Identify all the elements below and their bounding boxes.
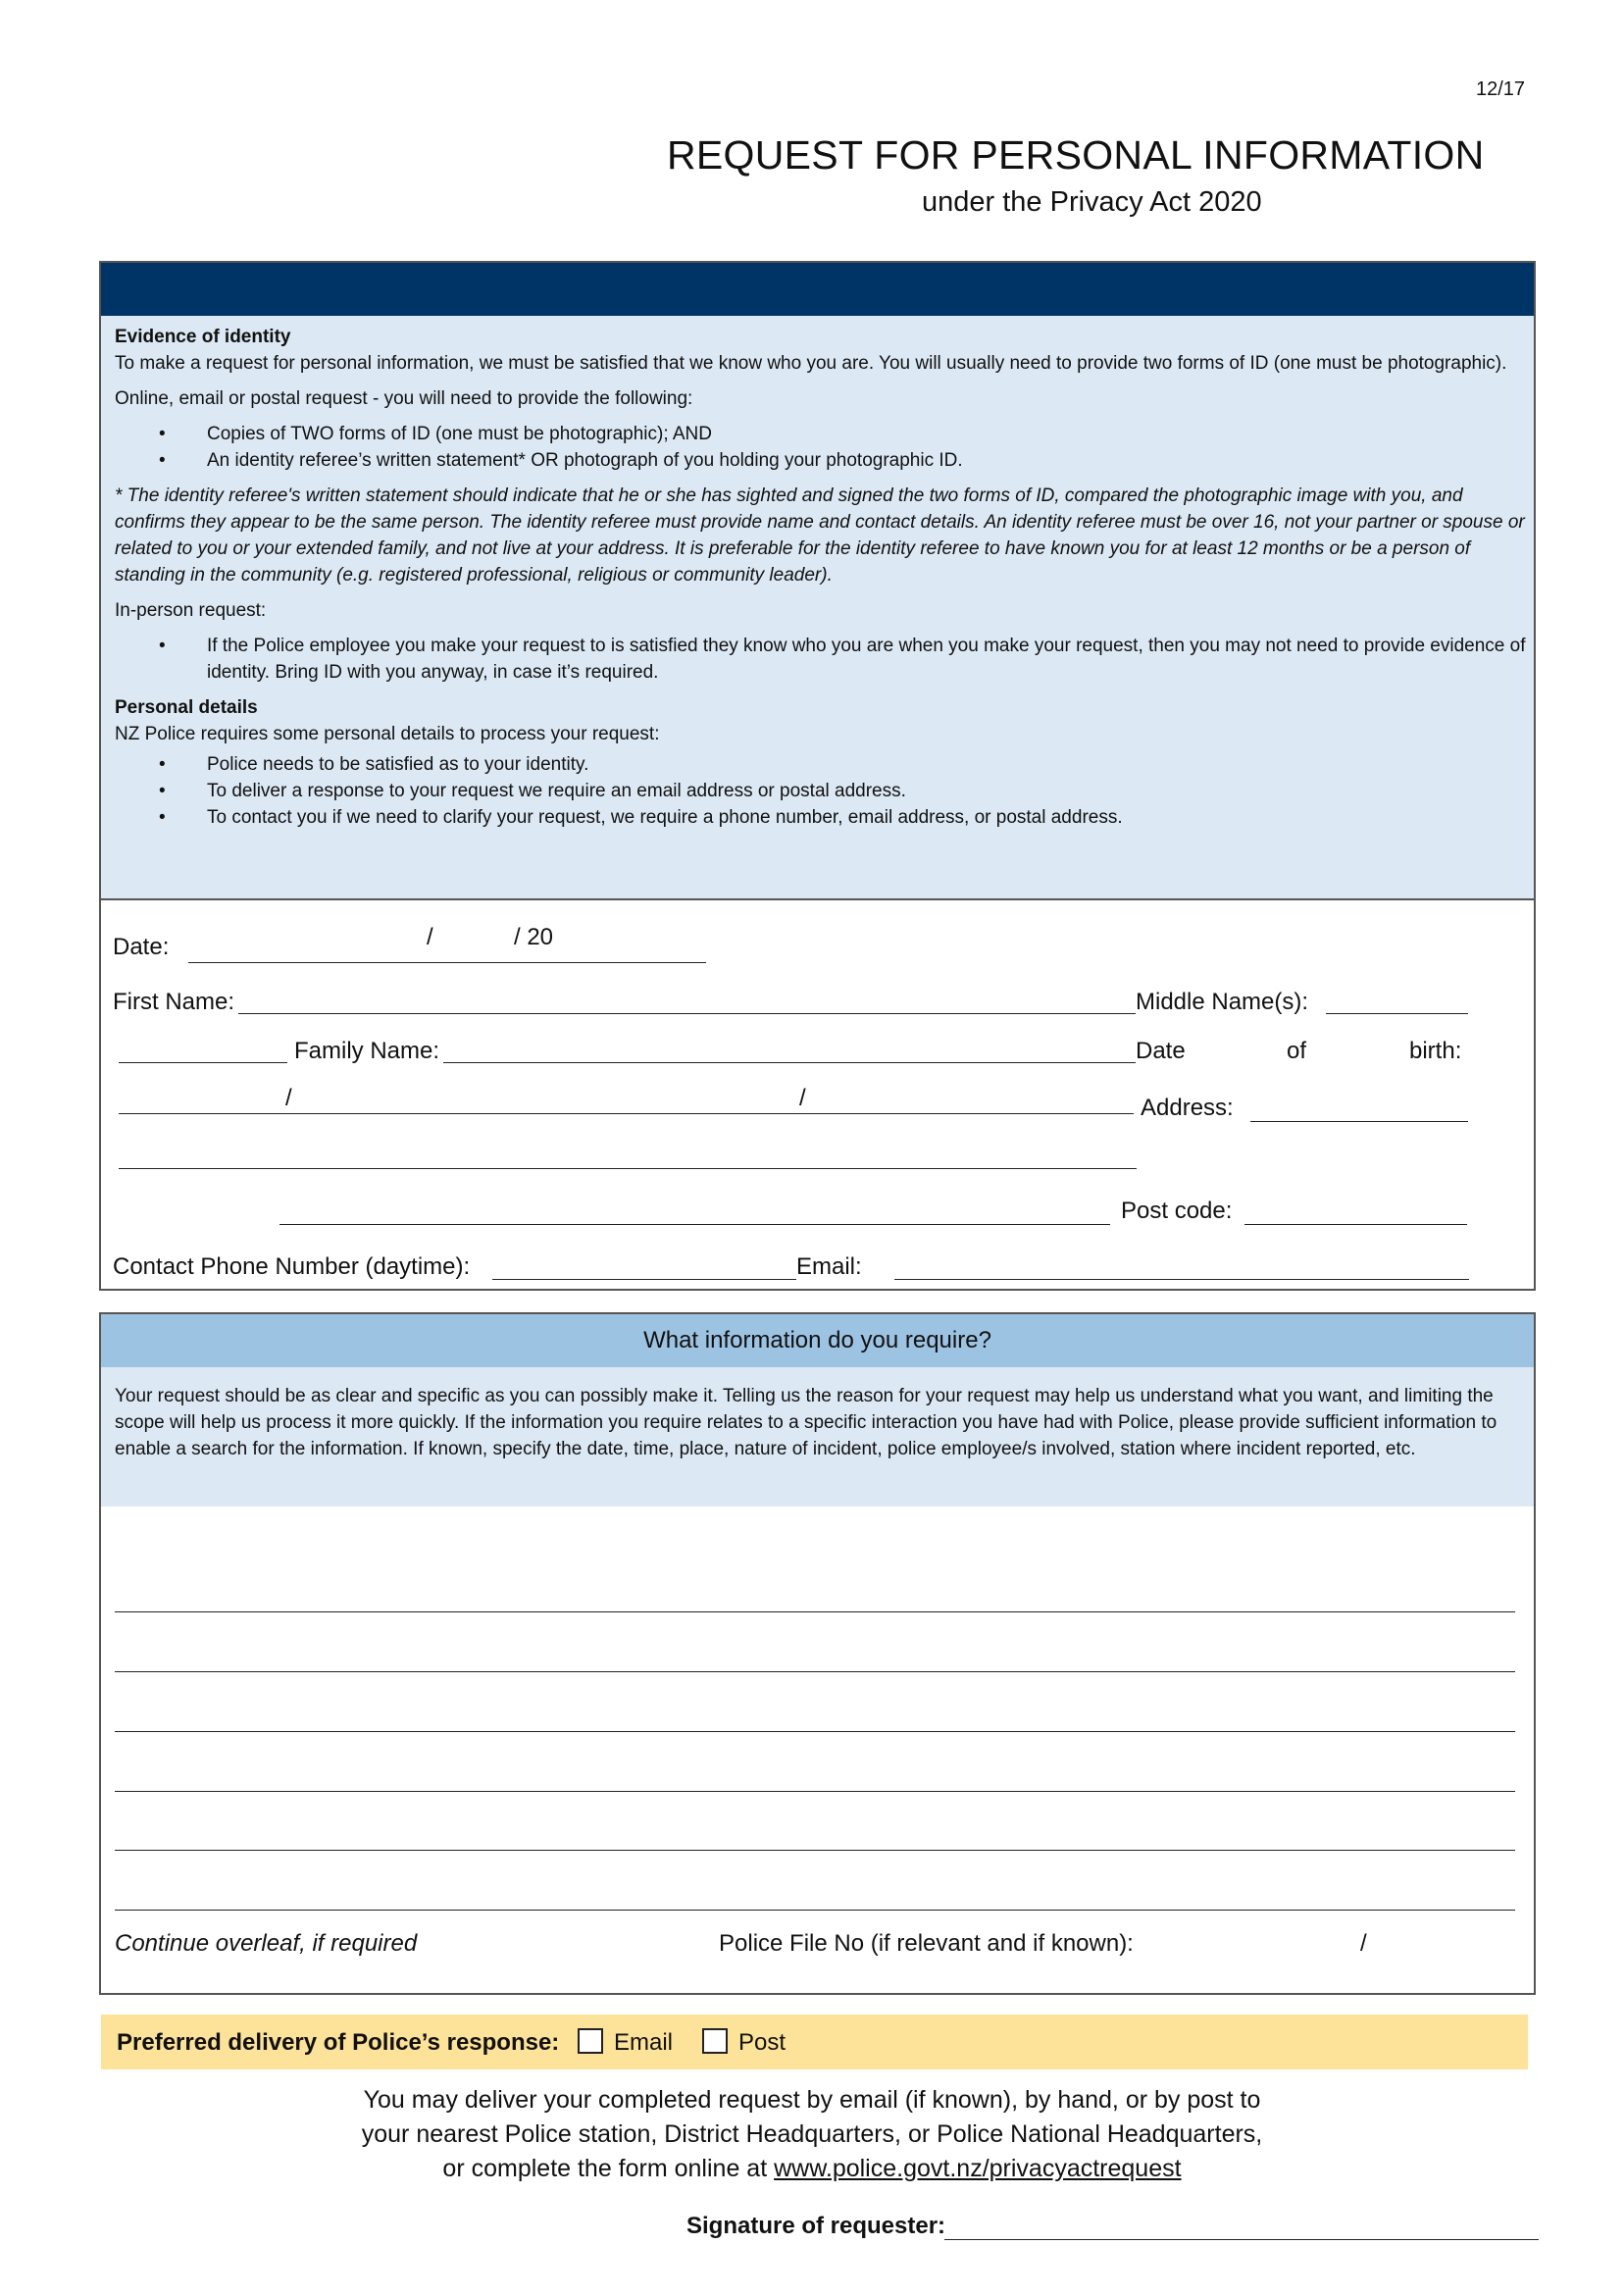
- dob-separator: /: [799, 1085, 806, 1111]
- date-separator: /: [427, 924, 433, 950]
- first-name-field[interactable]: [238, 1013, 1136, 1014]
- privacy-request-link[interactable]: www.police.govt.nz/privacyactrequest: [774, 2155, 1182, 2182]
- post-checkbox[interactable]: [702, 2028, 728, 2054]
- personal-details-list: [115, 751, 1527, 831]
- dob-label-word-2: of: [1287, 1038, 1307, 1064]
- page-subtitle: under the Privacy Act 2020: [922, 186, 1262, 218]
- address-field[interactable]: [1250, 1121, 1468, 1122]
- police-file-no-label: Police File No (if relevant and if known):: [719, 1930, 1134, 1957]
- signature-label: Signature of requester:: [686, 2213, 946, 2239]
- address-field-line-2[interactable]: [119, 1168, 1137, 1169]
- date-year-prefix: / 20: [514, 924, 554, 950]
- first-name-label: First Name:: [113, 989, 235, 1015]
- phone-field[interactable]: [492, 1279, 796, 1280]
- post-code-field[interactable]: [1244, 1224, 1467, 1225]
- phone-label: Contact Phone Number (daytime):: [113, 1253, 471, 1280]
- middle-name-field[interactable]: [1326, 1013, 1468, 1014]
- dob-label-word-1: Date: [1136, 1038, 1186, 1064]
- date-of-birth-field[interactable]: [119, 1113, 1134, 1114]
- police-file-no-separator: /: [1360, 1930, 1367, 1957]
- middle-name-field-continued[interactable]: [119, 1062, 287, 1063]
- referee-footnote: * The identity referee's written statement should indicate that he or she has sighted and signed the two forms of ID, compared the photographic image with you, and confirms they appear to be the same person. The identity referee must provide name and contact details. An identity referee must be over 16, not your partner or spouse or related to you or your extended family, and not live at your address. It is preferable for the identity referee to have known you for at least 12 months or be a person of standing in the community (e.g. registered professional, religious or community leader).: [115, 485, 1525, 586]
- email-checkbox[interactable]: [578, 2028, 603, 2054]
- email-label: Email:: [796, 1253, 862, 1280]
- date-field[interactable]: [188, 962, 706, 963]
- middle-name-label: Middle Name(s):: [1136, 989, 1309, 1015]
- evidence-heading: Evidence of identity: [115, 327, 291, 347]
- page-number: 12/17: [1476, 78, 1526, 100]
- in-person-list: [115, 633, 1527, 686]
- address-field-line-3[interactable]: [279, 1224, 1110, 1225]
- list-item: • To deliver a response to your request we require an email address or postal address.: [159, 781, 906, 801]
- online-request-label: Online, email or postal request - you will need to provide the following:: [115, 388, 693, 409]
- family-name-field[interactable]: [443, 1062, 1136, 1063]
- list-item: • Police needs to be satisfied as to your identity.: [159, 754, 589, 775]
- information-request-line[interactable]: [115, 1910, 1515, 1911]
- email-option-label: Email: [614, 2029, 674, 2056]
- online-request-list: [115, 421, 1527, 474]
- list-item: • An identity referee’s written statement* OR photograph of you holding your photographic ID.: [159, 450, 963, 471]
- address-label: Address:: [1141, 1095, 1234, 1121]
- identity-panel-content: [115, 324, 1527, 831]
- list-item: • Copies of TWO forms of ID (one must be photographic); AND: [159, 424, 712, 444]
- information-request-heading: What information do you require?: [101, 1314, 1534, 1367]
- family-name-label: Family Name:: [294, 1038, 440, 1064]
- identity-panel-header-bar: [101, 263, 1534, 316]
- list-item: • To contact you if we need to clarify your request, we require a phone number, email address, or postal address.: [159, 807, 1123, 828]
- delivery-instructions-line-1: You may deliver your completed request by email (if known), by hand, or by post to: [363, 2086, 1261, 2114]
- personal-details-form: [99, 900, 1536, 1291]
- post-option-label: Post: [738, 2029, 787, 2056]
- personal-details-heading: Personal details: [115, 697, 258, 718]
- personal-details-intro: NZ Police requires some personal details to process your request:: [115, 724, 660, 744]
- date-label: Date:: [113, 934, 170, 960]
- information-request-line[interactable]: [115, 1671, 1515, 1672]
- post-code-label: Post code:: [1121, 1198, 1233, 1224]
- dob-label-word-3: birth:: [1409, 1038, 1462, 1064]
- continue-overleaf-note: Continue overleaf, if required: [115, 1930, 418, 1957]
- in-person-label: In-person request:: [115, 600, 267, 621]
- information-request-intro: Your request should be as clear and specific as you can possibly make it. Telling us the reason for your request may help us understand what you want, and limiting the scope will help us process it more quickly. If the information you require relates to a specific interaction you have had with Police, please provide sufficient information to enable a search for the information. If known, specify the date, time, place, nature of incident, police employee/s involved, station where incident reported, etc.: [115, 1386, 1497, 1459]
- email-field[interactable]: [894, 1279, 1469, 1280]
- information-request-line[interactable]: [115, 1611, 1515, 1612]
- delivery-preference-label: Preferred delivery of Police’s response:: [117, 2029, 560, 2056]
- delivery-instructions-line-2: your nearest Police station, District Headquarters, or Police National Headquarters,: [361, 2120, 1263, 2148]
- dob-separator: /: [285, 1085, 292, 1111]
- information-request-line[interactable]: [115, 1731, 1515, 1732]
- delivery-instructions-line-3: or complete the form online at www.police.govt.nz/privacyactrequest: [442, 2155, 1182, 2182]
- signature-field[interactable]: [944, 2239, 1539, 2240]
- list-item: • If the Police employee you make your request to is satisfied they know who you are when you make your request, then you may not need to provide evidence of identity. Bring ID with you anyway, in case it’s required.: [159, 636, 1526, 683]
- page-title: REQUEST FOR PERSONAL INFORMATION: [667, 132, 1485, 178]
- information-request-line[interactable]: [115, 1850, 1515, 1851]
- information-request-line[interactable]: [115, 1791, 1515, 1792]
- evidence-intro: To make a request for personal information, we must be satisfied that we know who you are. You will usually need to provide two forms of ID (one must be photographic).: [115, 353, 1507, 374]
